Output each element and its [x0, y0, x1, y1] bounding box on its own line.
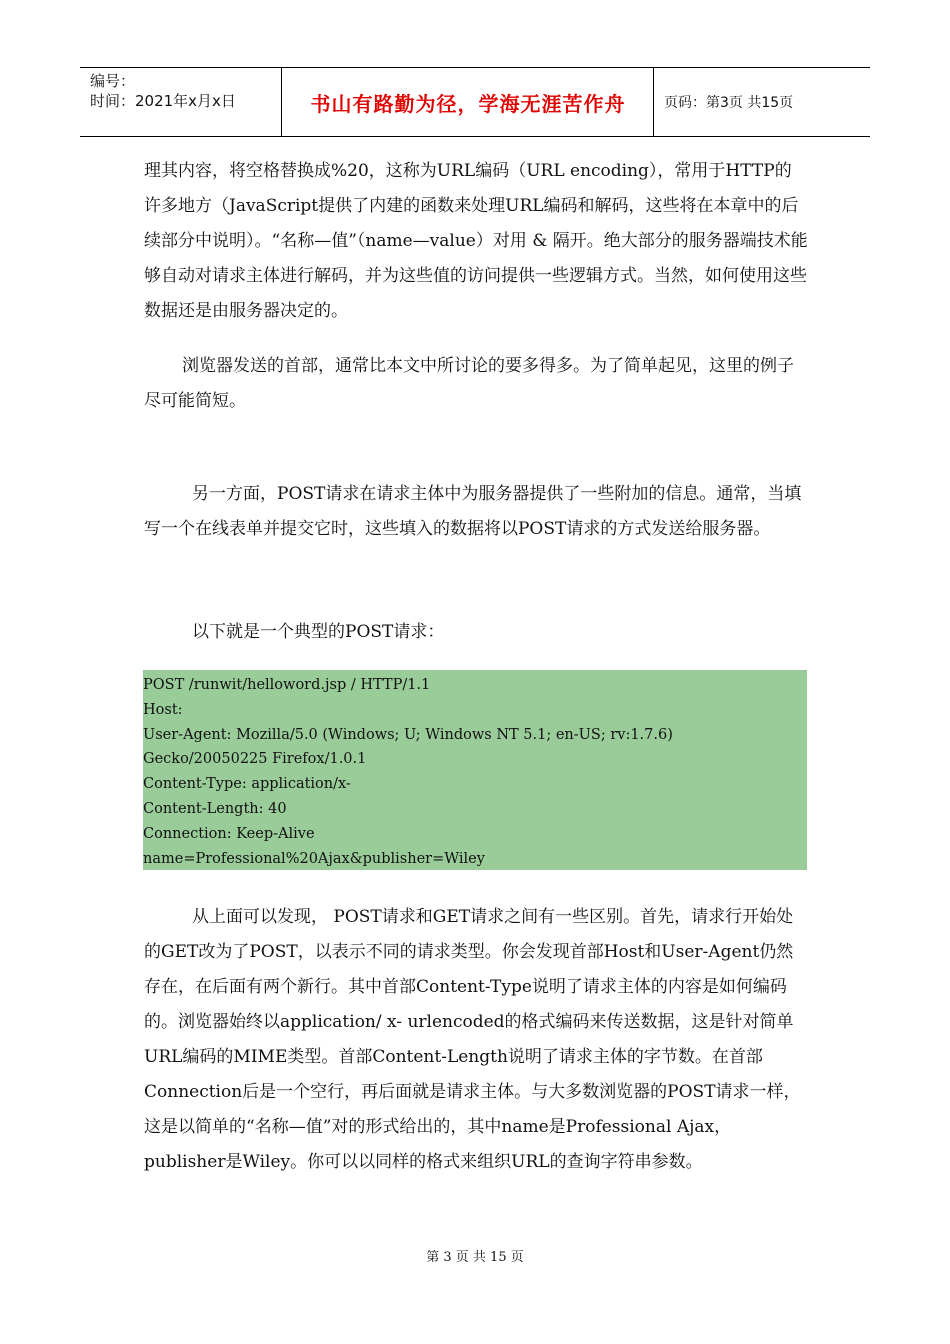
code-line: name=Professional%20Ajax&publisher=Wiley [143, 850, 485, 867]
paragraph-url-encoding: 理其内容，将空格替换成%20，这称为URL编码（URL encoding），常用于HTTP的许多地方（JavaScript提供了内建的函数来处理URL编码和解码，这些将在本章中的后续部分中说明）。“名称—值”（name—value）对用 & 隔开。绝大部分的服务器端技术能够自动对请求主体进行解码，并为这些值的访问提供一些逻辑方式。当然，如何使用这些数据还是由服务器决定的。 [144, 161, 808, 321]
code-line: POST /runwit/helloword.jsp / HTTP/1.1 [143, 677, 431, 693]
paragraph-post-vs-get: 从上面可以发现， POST请求和GET请求之间有一些区别。首先，请求行开始处的GET改为了POST，以表示不同的请求类型。你会发现首部Host和User-Agent仍然存在，在后面有两个新行。其中首部Content-Type说明了请求主体的内容是如何编码的。浏览器始终以application/ x- urlencoded的格式编码来传送数据，这是针对简单URL编码的MIME类型。首部Content-Length说明了请求主体的字节数。在首部Connection后是一个空行，再后面就是请求主体。与大多数浏览器的POST请求一样，这是以简单的“名称—值”对的形式给出的，其中name是Professional Ajax，publisher是Wiley。你可以以同样的格式来组织URL的查询字符串参数。 [144, 907, 801, 1172]
page-info: 页码：第3页 共15页 [664, 95, 794, 111]
number-label: 编号： [90, 72, 136, 90]
code-line: User-Agent: Mozilla/5.0 (Windows; U; Windows NT 5.1; en-US; rv:1.7.6) [143, 726, 673, 743]
header-table [80, 67, 870, 137]
code-line: Content-Length: 40 [143, 800, 287, 817]
code-line: Gecko/20050225 Firefox/1.0.1 [143, 751, 367, 768]
header-motto-cell [283, 68, 654, 136]
page-footer: 第 3 页 共 15 页 [426, 1250, 524, 1265]
paragraph-post-example-lead: 以下就是一个典型的POST请求： [192, 622, 445, 642]
header-page-cell [654, 68, 870, 136]
motto: 书山有路勤为径，学海无涯苦作舟 [310, 91, 626, 116]
code-line: Connection: Keep-Alive [143, 825, 315, 842]
code-line: Content-Type: application/x- [143, 776, 351, 793]
code-line: Host: [143, 701, 183, 718]
paragraph-post-intro: 另一方面，POST请求在请求主体中为服务器提供了一些附加的信息。通常，当填写一个在线表单并提交它时，这些填入的数据将以POST请求的方式发送给服务器。 [144, 484, 802, 539]
post-request-code-block [143, 670, 807, 870]
header-meta-cell [80, 68, 282, 136]
time-label: 时间：2021年x月x日 [90, 92, 236, 110]
paragraph-headers: 浏览器发送的首部，通常比本文中所讨论的要多得多。为了简单起见，这里的例子尽可能简短。 [144, 356, 794, 411]
